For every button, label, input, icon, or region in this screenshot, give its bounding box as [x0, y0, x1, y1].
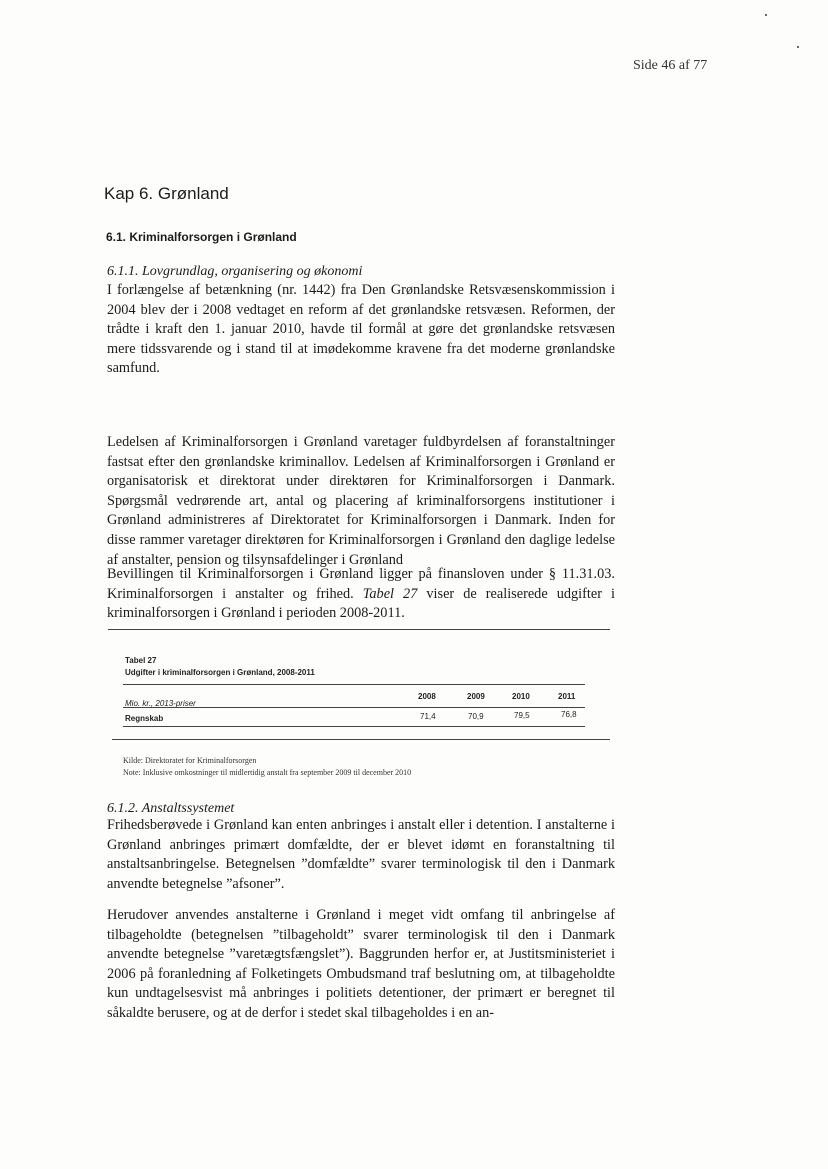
table-reference: Tabel 27	[362, 585, 418, 602]
paragraph-detention: Frihedsberøvede i Grønland kan enten anbringes i anstalt eller i detention. I anstalterne i Grønland anbringes primært domfældte, der er blevet idømt en foranstaltning til anstaltsanbringelse. Betegnelsen ”domfældte” svarer terminologisk til den i Danmark anvendte betegnelse ”afsoner”.	[107, 817, 615, 892]
chapter-title: Kap 6. Grønland	[104, 184, 229, 203]
table-header-rule	[123, 707, 585, 708]
table-col-header: 2010	[512, 692, 530, 701]
table-outer-rule	[112, 739, 610, 740]
table-top-rule	[108, 629, 610, 630]
table-cell: 70,9	[468, 712, 484, 721]
section-title: 6.1. Kriminalforsorgen i Grønland	[106, 230, 297, 244]
table-cell: 79,5	[514, 711, 530, 720]
table-col-header: 2011	[558, 692, 576, 701]
table-col-header: 2008	[418, 692, 436, 701]
subsection-title-6-1-1: 6.1.1. Lovgrundlag, organisering og økonomi	[107, 264, 363, 279]
paragraph-management: Ledelsen af Kriminalforsorgen i Grønland varetager fuldbyrdelsen af foranstaltninger fastsat efter den grønlandske kriminallov. Ledelsen af Kriminalforsorgen i Grønland er organisatorisk et direktorat under direktøren for Kriminalforsorgen i Danmark. Spørgsmål vedrørende art, antal og placering af kriminalforsorgens institutioner i Grønland administreres af Direktoratet for Kriminalforsorgen i Danmark. Inden for disse rammer varetager direktøren for Kriminalforsorgen i Grønland den daglige ledelse af anstalter, pension og tilsynsafdelinger i Grønland	[107, 434, 615, 568]
table-bottom-rule	[123, 726, 585, 727]
paragraph-detainees: Herudover anvendes anstalterne i Grønland i meget vidt omfang til anbringelse af tilbageholdte (betegnelsen ”tilbageholdt” svarer terminologisk til den i Danmark anvendte betegnelse ”varetægtsfængslet”). Baggrunden herfor er, at Justitsministeriet i 2006 på foranledning af Folketingets Ombudsmand traf beslutning om, at tilbageholdte kun undtagelsesvist må anbringes i politiets detentioner, der primært er beregnet til såkaldte berusere, og at de derfor i stedet skal tilbageholdes i en an-	[107, 907, 615, 1021]
table-number: Tabel 27	[125, 656, 157, 665]
scan-speck	[765, 14, 767, 16]
table-cell: 76,8	[561, 710, 577, 719]
page-number: Side 46 af 77	[633, 58, 708, 73]
table-col-header: 2009	[467, 692, 485, 701]
table-source: Kilde: Direktoratet for Kriminalforsorgen	[123, 756, 257, 765]
table-title: Udgifter i kriminalforsorgen i Grønland, 2008-2011	[125, 668, 315, 677]
table-note: Note: Inklusive omkostninger til midlertidig anstalt fra september 2009 til december 2010	[123, 768, 412, 777]
table-title-rule	[123, 684, 585, 685]
table-unit-label: Mio. kr., 2013-priser	[125, 699, 196, 708]
paragraph-reform: I forlængelse af betænkning (nr. 1442) fra Den Grønlandske Retsvæsenskommission i 2004 blev der i 2008 vedtaget en reform af det grønlandske retsvæsen. Reformen, der trådte i kraft den 1. januar 2010, havde til formål at gøre det grønlandske retsvæsen mere tidssvarende og i stand til at imødekomme kravene fra det moderne grønlandske samfund.	[107, 282, 615, 377]
subsection-title-6-1-2: 6.1.2. Anstaltssystemet	[107, 801, 235, 816]
paragraph-budget: Bevillingen til Kriminalforsorgen i Grønland ligger på finansloven under § 11.31.03. Kriminalforsorgen i anstalter og frihed. Tabel 27 viser de realiserede udgifter i kriminalforsorgen i Grønland i perioden 2008-2011.	[107, 566, 615, 622]
table-row-label: Regnskab	[125, 714, 164, 723]
scan-speck	[797, 46, 799, 48]
table-cell: 71,4	[420, 712, 436, 721]
